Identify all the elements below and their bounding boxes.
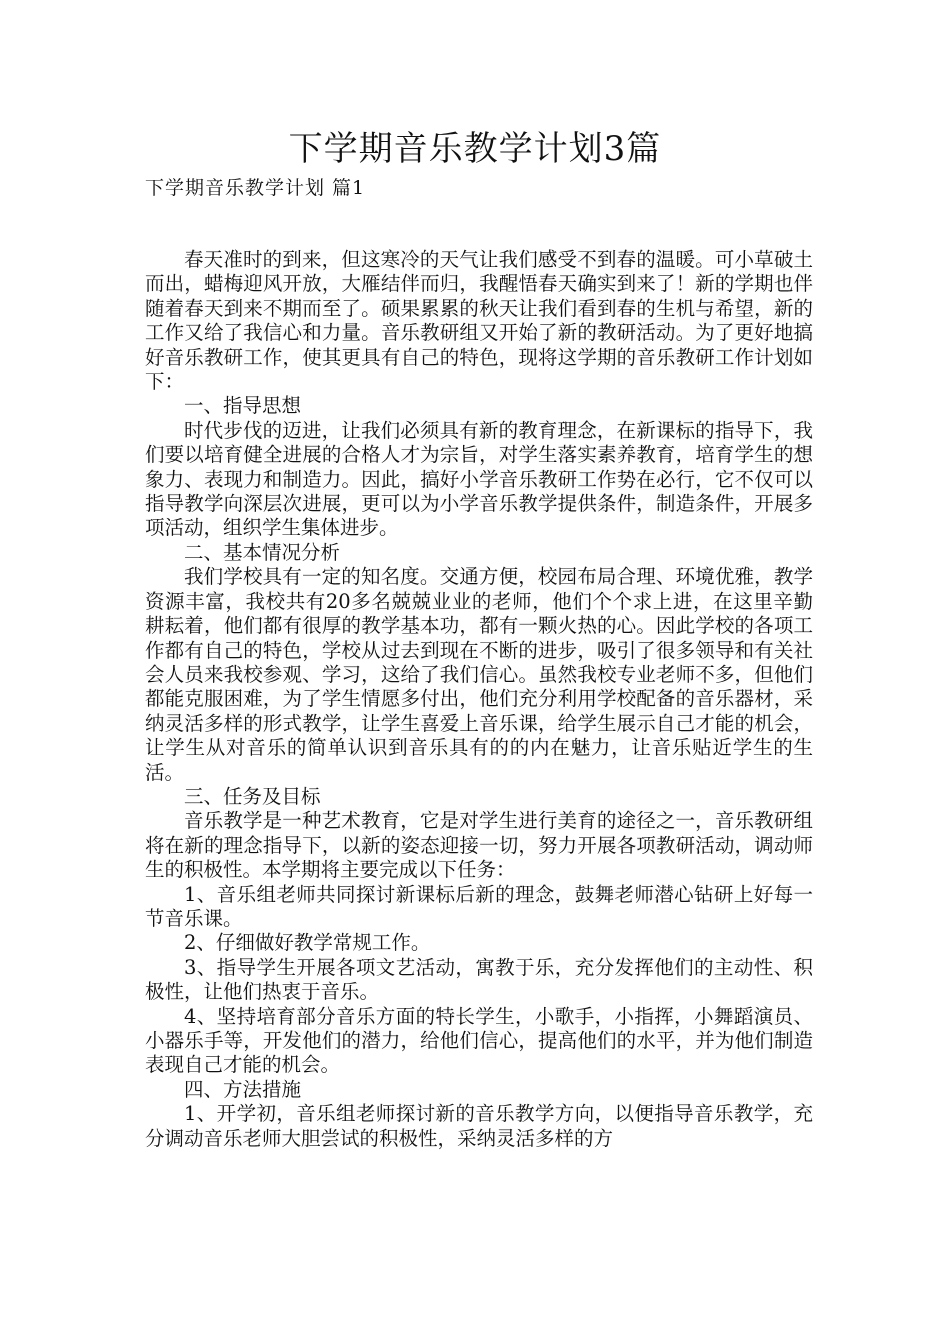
section-heading-tasks-goals: 三、任务及目标 xyxy=(184,784,321,808)
paragraph-intro: 春天准时的到来，但这寒冷的天气让我们感受不到春的温暖。可小草破土而出，蜡梅迎风开放，大雁结伴而归，我醒悟春天确实到来了！新的学期也伴随着春天到来不期而至了。硕果累累的秋天让我们看到春的生机与希望，新的工作又给了我信心和力量。音乐教研组又开始了新的教研活动。为了更好地搞好音乐教研工作，使其更具有自己的特色，现将这学期的音乐教研工作计划如下： xyxy=(145,248,813,394)
paragraph-guiding-ideology: 时代步伐的迈进，让我们必须具有新的教育理念，在新课标的指导下，我们要以培育健全进展的合格人才为宗旨，对学生落实素养教育，培育学生的想象力、表现力和制造力。因此，搞好小学音乐教研工作势在必行，它不仅可以指导教学向深层次进展，更可以为小学音乐教学提供条件，制造条件，开展多项活动，组织学生集体进步。 xyxy=(145,418,813,540)
task-item-1: 1、音乐组老师共同探讨新课标后新的理念，鼓舞老师潜心钻研上好每一节音乐课。 xyxy=(145,882,813,930)
task-item-4: 4、坚持培育部分音乐方面的特长学生，小歌手，小指挥，小舞蹈演员、小器乐手等，开发他们的潜力，给他们信心，提高他们的水平，并为他们制造表现自己才能的机会。 xyxy=(145,1004,813,1077)
section-heading-methods: 四、方法措施 xyxy=(184,1077,302,1101)
method-item-1: 1、开学初，音乐组老师探讨新的音乐教学方向，以便指导音乐教学，充分调动音乐老师大胆尝试的积极性，采纳灵活多样的方 xyxy=(145,1102,813,1150)
paragraph-tasks-goals: 音乐教学是一种艺术教育，它是对学生进行美育的途径之一，音乐教研组将在新的理念指导下，以新的姿态迎接一切，努力开展各项教研活动，调动师生的积极性。本学期将主要完成以下任务： xyxy=(145,809,813,882)
task-item-3: 3、指导学生开展各项文艺活动，寓教于乐，充分发挥他们的主动性、积极性，让他们热衷于音乐。 xyxy=(145,955,813,1004)
document-title: 下学期音乐教学计划3篇 xyxy=(288,129,662,169)
section-heading-situation-analysis: 二、基本情况分析 xyxy=(184,540,341,564)
document-subtitle: 下学期音乐教学计划 篇1 xyxy=(145,177,366,199)
section-heading-guiding-ideology: 一、指导思想 xyxy=(184,394,302,418)
task-item-2: 2、仔细做好教学常规工作。 xyxy=(184,931,431,955)
paragraph-situation-analysis: 我们学校具有一定的知名度。交通方便，校园布局合理、环境优雅，教学资源丰富，我校共有20多名兢兢业业的老师，他们个个求上进，在这里辛勤耕耘着，他们都有很厚的教学基本功，都有一颗火热的心。因此学校的各项工作都有自己的特色，学校从过去到现在不断的进步，吸引了很多领导和有关社会人员来我校参观、学习，这给了我们信心。虽然我校专业老师不多，但他们都能克服困难，为了学生情愿多付出，他们充分利用学校配备的音乐器材，采纳灵活多样的形式教学，让学生喜爱上音乐课，给学生展示自己才能的机会，让学生从对音乐的简单认识到音乐具有的的内在魅力，让音乐贴近学生的生活。 xyxy=(145,565,813,784)
document-body xyxy=(145,248,813,1151)
